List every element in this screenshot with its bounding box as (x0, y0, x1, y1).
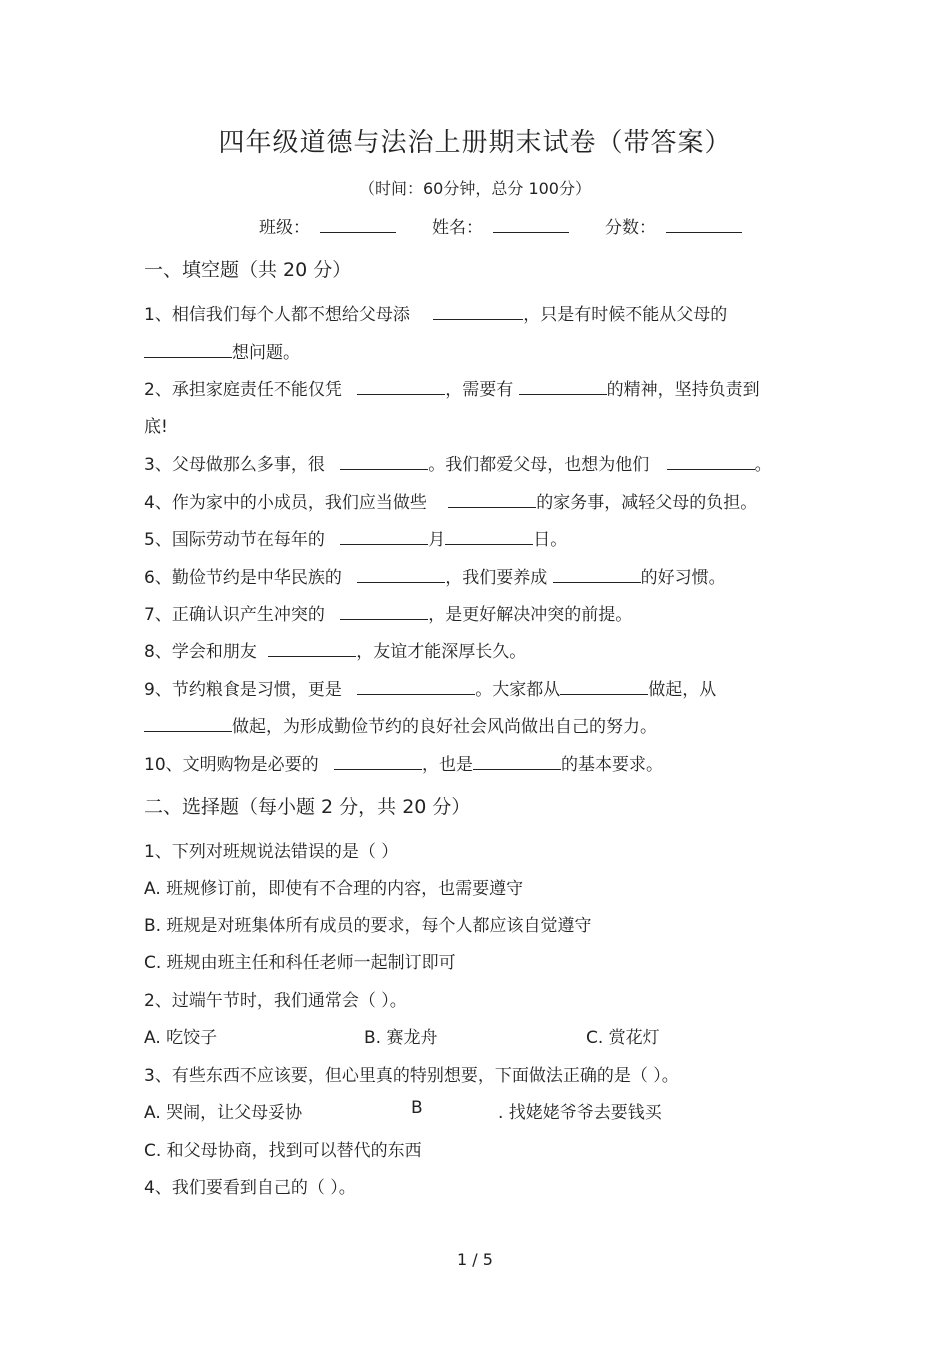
fill-q6-text: ，我们要养成 (445, 568, 548, 588)
fill-q5 (144, 525, 567, 550)
fill-q2-text: 2、承担家庭责任不能仅凭 (144, 380, 342, 400)
name-label: 姓名： (432, 218, 483, 238)
fill-q2-text: ，需要有 (445, 380, 514, 400)
choice-q2-option-a: A. 吃饺子 (144, 1028, 218, 1048)
answer-blank (340, 528, 428, 545)
page-title: 四年级道德与法治上册期末试卷（带答案） (218, 128, 732, 158)
fill-q8-text: ，友谊才能深厚长久。 (356, 642, 527, 662)
fill-q10-text: 的基本要求。 (561, 755, 664, 775)
page-number: 1 / 5 (457, 1250, 493, 1269)
fill-q9-text: 9、节约粮食是习惯，更是 (144, 680, 342, 700)
answer-blank (340, 453, 428, 470)
fill-q7-text: ，是更好解决冲突的前提。 (428, 605, 633, 625)
fill-q7 (144, 600, 632, 625)
fill-q8-text: 8、学会和朋友 (144, 642, 257, 662)
fill-q1-line1 (144, 300, 727, 325)
fill-q5-text: 月 (428, 530, 446, 550)
fill-q6 (144, 563, 726, 588)
fill-q10-text: 10、文明购物是必要的 (144, 755, 319, 775)
choice-q2-option-b: B. 赛龙舟 (364, 1028, 438, 1048)
fill-q2-line2: 底! (144, 417, 168, 437)
fill-q5-text: 5、国际劳动节在每年的 (144, 530, 325, 550)
answer-blank (667, 453, 755, 470)
score-label: 分数： (605, 218, 656, 238)
fill-q1-text: ，只是有时候不能从父母的 (523, 305, 728, 325)
class-field (259, 213, 396, 238)
choice-q1-option-a: A. 班规修订前，即使有不合理的内容，也需要遵守 (144, 879, 524, 899)
fill-q10 (144, 750, 663, 775)
choice-q3-stem: 3、有些东西不应该要，但心里真的特别想要，下面做法正确的是（ ）。 (144, 1066, 679, 1086)
fill-q1-text: 1、相信我们每个人都不想给父母添 (144, 305, 410, 325)
choice-q3-option-c: C. 和父母协商，找到可以替代的东西 (144, 1141, 422, 1161)
choice-q4-stem: 4、我们要看到自己的（ ）。 (144, 1178, 356, 1198)
fill-q9-text: 做起，从 (648, 680, 717, 700)
answer-blank (357, 566, 445, 583)
exam-time-score: （时间：60分钟，总分 100分） (359, 179, 591, 198)
choice-q2-stem: 2、过端午节时，我们通常会（ ）。 (144, 991, 407, 1011)
fill-q4-text: 4、作为家中的小成员，我们应当做些 (144, 493, 427, 513)
answer-blank (334, 753, 422, 770)
section-fill-in-heading: 一、填空题（共 20 分） (144, 259, 352, 281)
choice-q1-stem: 1、下列对班规说法错误的是（ ） (144, 842, 399, 862)
section-choice-heading: 二、选择题（每小题 2 分，共 20 分） (144, 796, 471, 818)
answer-blank (560, 678, 648, 695)
choice-q3-option-b-text: . 找姥姥爷爷去要钱买 (498, 1103, 662, 1123)
fill-q3-text: 。我们都爱父母，也想为他们 (428, 455, 650, 475)
name-blank (493, 216, 569, 233)
fill-q10-text: ，也是 (422, 755, 474, 775)
fill-q4 (144, 488, 757, 513)
answer-blank (553, 566, 641, 583)
fill-q8 (144, 637, 526, 662)
fill-q3 (144, 450, 772, 475)
fill-q3-text: 。 (754, 455, 772, 475)
fill-q5-text: 日。 (533, 530, 568, 550)
fill-q1-text: 想问题。 (232, 343, 300, 363)
choice-q1-option-c: C. 班规由班主任和科任老师一起制订即可 (144, 953, 456, 973)
fill-q9-line2 (144, 712, 657, 737)
choice-q3-option-b-letter: B (411, 1098, 423, 1118)
answer-blank (519, 378, 607, 395)
choice-q3-option-a: A. 哭闹，让父母妥协 (144, 1103, 303, 1123)
answer-blank (144, 715, 232, 732)
answer-blank (357, 678, 475, 695)
fill-q9-text: 做起，为形成勤俭节约的良好社会风尚做出自己的努力。 (232, 717, 657, 737)
choice-q1-option-b: B. 班规是对班集体所有成员的要求，每个人都应该自觉遵守 (144, 916, 592, 936)
fill-q4-text: 的家务事，减轻父母的负担。 (536, 493, 758, 513)
answer-blank (473, 753, 561, 770)
fill-q7-text: 7、正确认识产生冲突的 (144, 605, 325, 625)
fill-q1-line2 (144, 338, 300, 363)
answer-blank (433, 303, 523, 320)
answer-blank (268, 640, 356, 657)
fill-q6-text: 的好习惯。 (640, 568, 726, 588)
answer-blank (357, 378, 445, 395)
answer-blank (144, 341, 232, 358)
answer-blank (448, 491, 536, 508)
class-blank (320, 216, 396, 233)
score-field (605, 213, 742, 238)
fill-q9-line1 (144, 675, 716, 700)
score-blank (666, 216, 742, 233)
fill-q6-text: 6、勤俭节约是中华民族的 (144, 568, 342, 588)
name-field (432, 213, 569, 238)
fill-q2-line1 (144, 375, 760, 400)
answer-blank (340, 603, 428, 620)
fill-q3-text: 3、父母做那么多事，很 (144, 455, 325, 475)
answer-blank (445, 528, 533, 545)
class-label: 班级： (259, 218, 310, 238)
fill-q2-text: 的精神，坚持负责到 (606, 380, 760, 400)
choice-q2-option-c: C. 赏花灯 (586, 1028, 660, 1048)
fill-q9-text: 。大家都从 (475, 680, 561, 700)
